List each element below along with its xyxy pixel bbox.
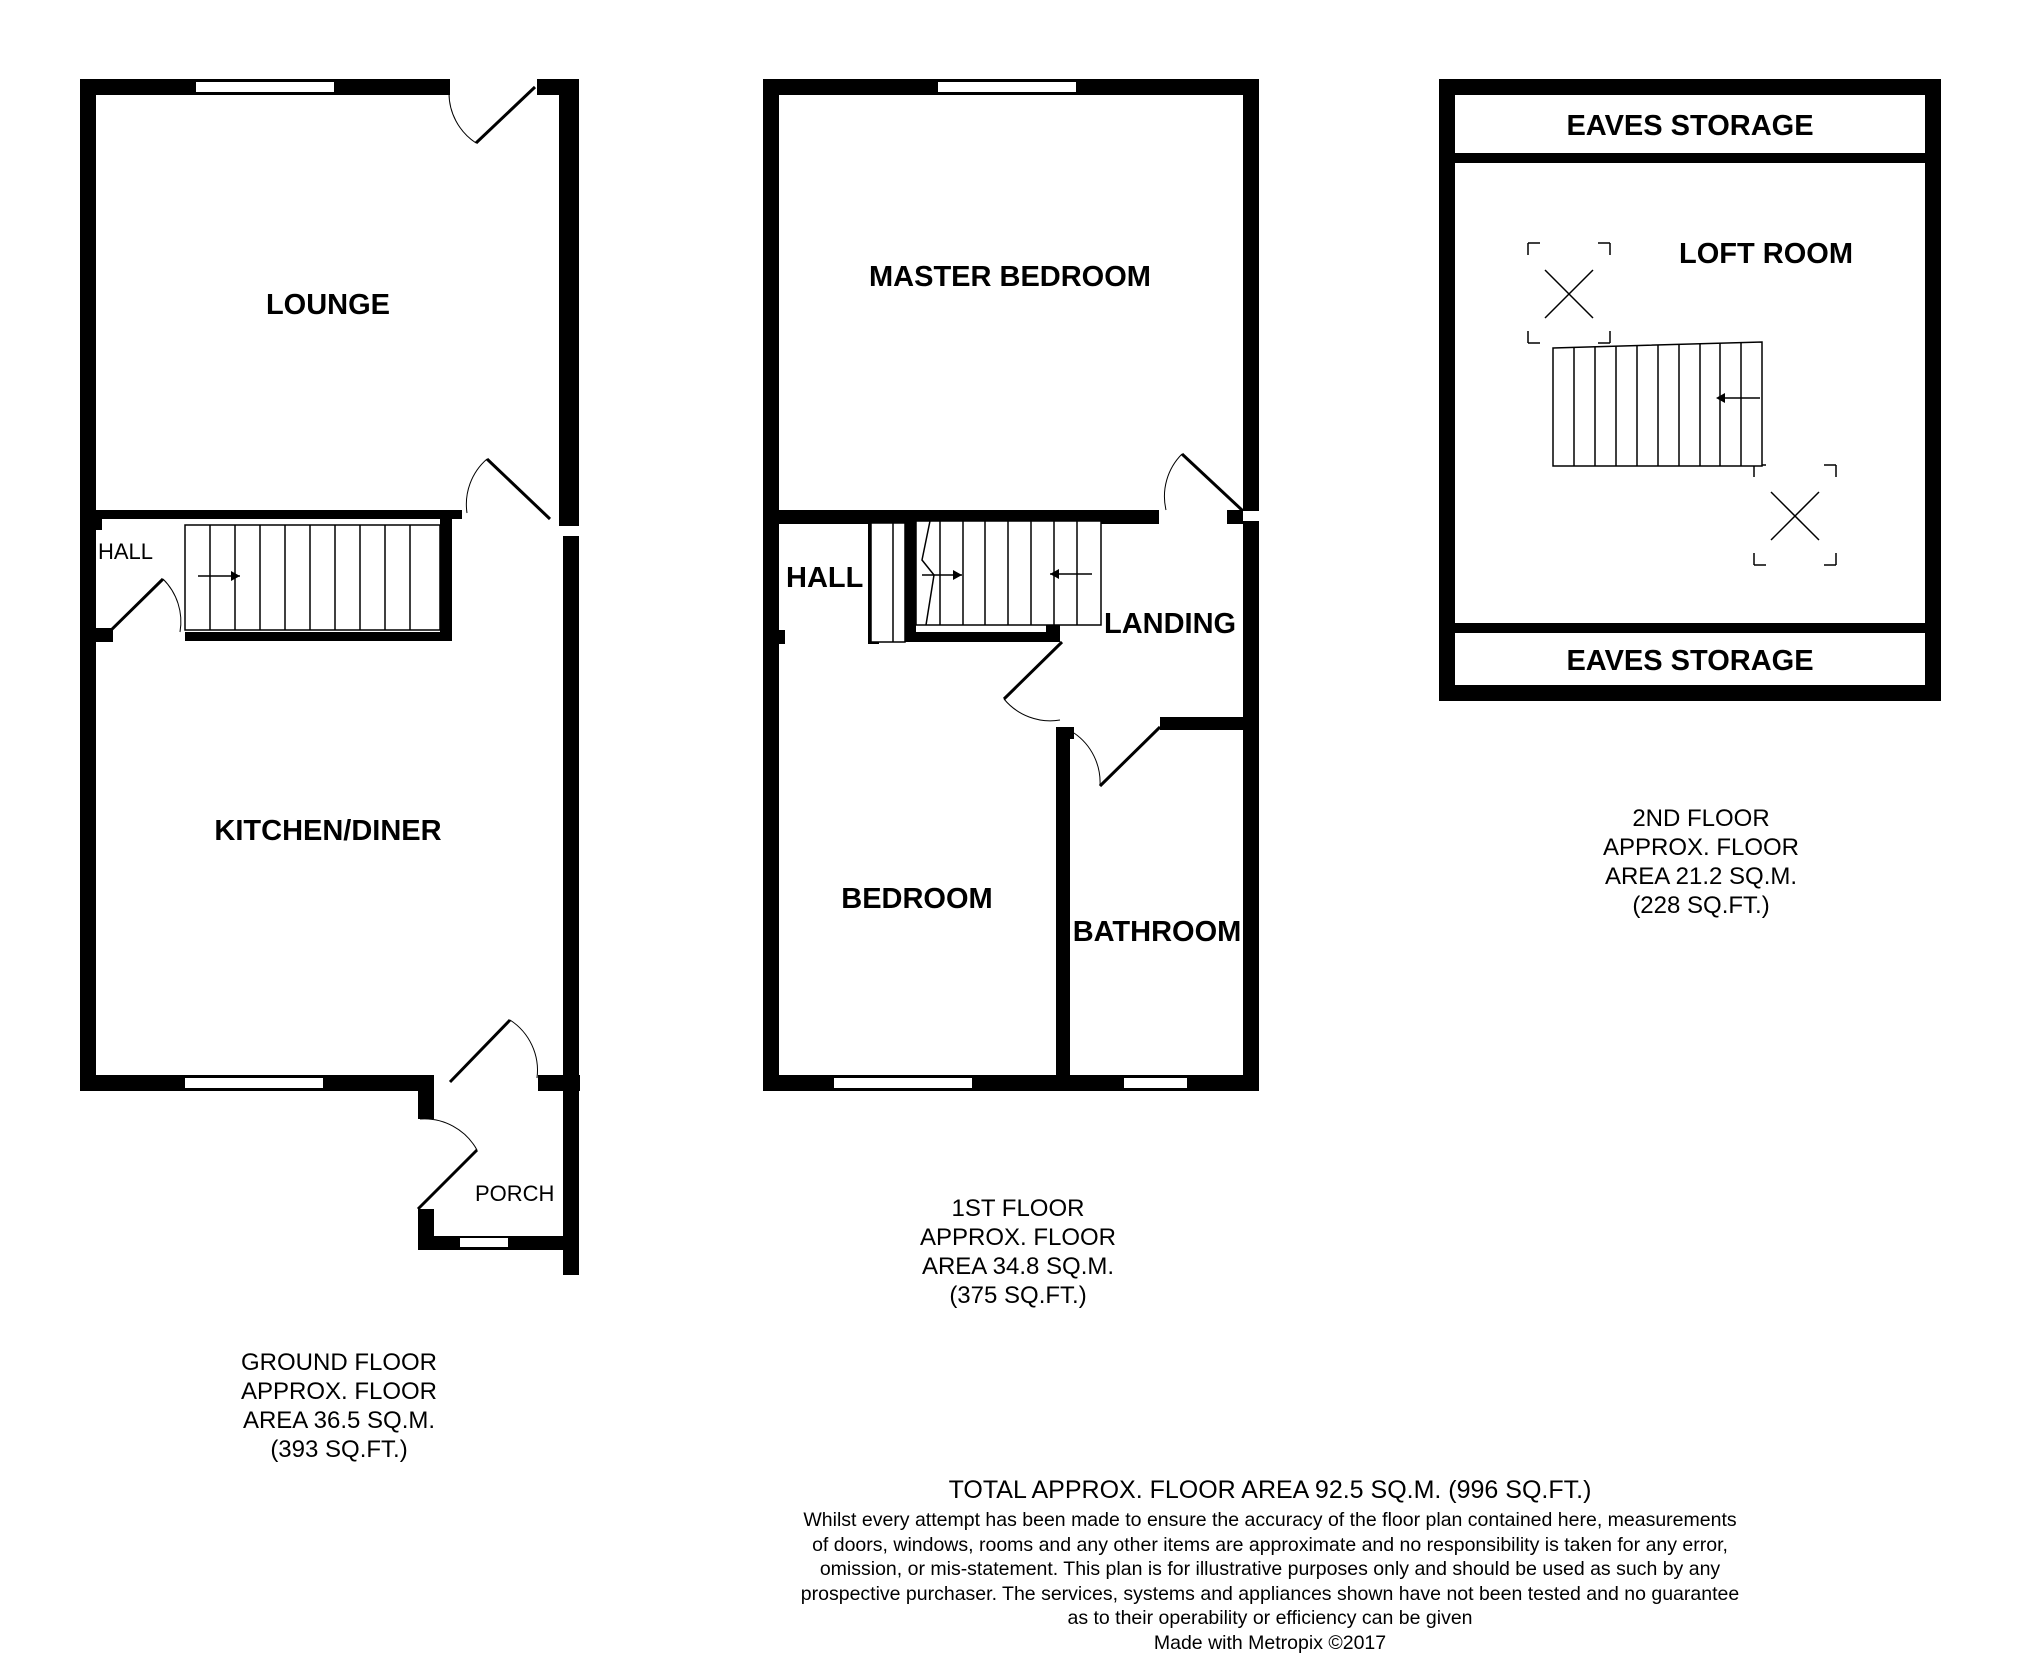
room-label-master-bedroom: MASTER BEDROOM xyxy=(869,261,1151,293)
room-label-eaves-storage-top: EAVES STORAGE xyxy=(1566,110,1813,142)
disclaimer xyxy=(700,1508,1840,1655)
caption-line: 2ND FLOOR xyxy=(1632,805,1769,832)
second-floor-caption xyxy=(1603,805,1799,919)
first-floor-plan xyxy=(763,79,1259,1091)
caption-line: APPROX. FLOOR xyxy=(241,1378,437,1405)
caption-line: APPROX. FLOOR xyxy=(920,1224,1116,1251)
room-label-loft-room: LOFT ROOM xyxy=(1679,238,1853,270)
room-label-kitchen-diner: KITCHEN/DINER xyxy=(214,815,441,847)
room-label-first-hall: HALL xyxy=(786,562,863,594)
caption-line: (228 SQ.FT.) xyxy=(1632,892,1769,919)
disclaimer-line: prospective purchaser. The services, systems and appliances shown have not been tested and no guarantee xyxy=(700,1582,1840,1607)
room-label-bedroom: BEDROOM xyxy=(841,883,992,915)
disclaimer-line: Whilst every attempt has been made to ensure the accuracy of the floor plan contained here, measurements xyxy=(700,1508,1840,1533)
caption-line: AREA 36.5 SQ.M. xyxy=(243,1407,435,1434)
disclaimer-line: omission, or mis-statement. This plan is for illustrative purposes only and should be used as such by any xyxy=(700,1557,1840,1582)
disclaimer-credit: Made with Metropix ©2017 xyxy=(700,1631,1840,1655)
room-label-lounge: LOUNGE xyxy=(266,289,390,321)
skylight-top xyxy=(1528,243,1610,343)
caption-line: (375 SQ.FT.) xyxy=(949,1282,1086,1309)
room-label-landing: LANDING xyxy=(1104,608,1236,640)
ground-floor-plan xyxy=(80,79,580,1275)
second-floor-plan xyxy=(1439,79,1941,701)
caption-line: APPROX. FLOOR xyxy=(1603,834,1799,861)
room-label-porch: PORCH xyxy=(475,1181,554,1206)
caption-line: GROUND FLOOR xyxy=(241,1349,437,1376)
room-label-eaves-storage-bottom: EAVES STORAGE xyxy=(1566,645,1813,677)
caption-line: (393 SQ.FT.) xyxy=(270,1436,407,1463)
first-floor-caption xyxy=(920,1195,1116,1309)
disclaimer-line: as to their operability or efficiency can be given xyxy=(700,1606,1840,1631)
caption-line: AREA 21.2 SQ.M. xyxy=(1605,863,1797,890)
caption-line: 1ST FLOOR xyxy=(952,1195,1085,1222)
caption-line: AREA 34.8 SQ.M. xyxy=(922,1253,1114,1280)
room-label-hall: HALL xyxy=(98,539,153,564)
ground-floor-caption xyxy=(241,1349,437,1463)
room-label-bathroom: BATHROOM xyxy=(1073,916,1242,948)
skylight-bottom xyxy=(1754,465,1836,565)
total-floor-area: TOTAL APPROX. FLOOR AREA 92.5 SQ.M. (996 SQ.FT.) xyxy=(700,1476,1840,1505)
disclaimer-line: of doors, windows, rooms and any other items are approximate and no responsibility is taken for any error, xyxy=(700,1533,1840,1558)
